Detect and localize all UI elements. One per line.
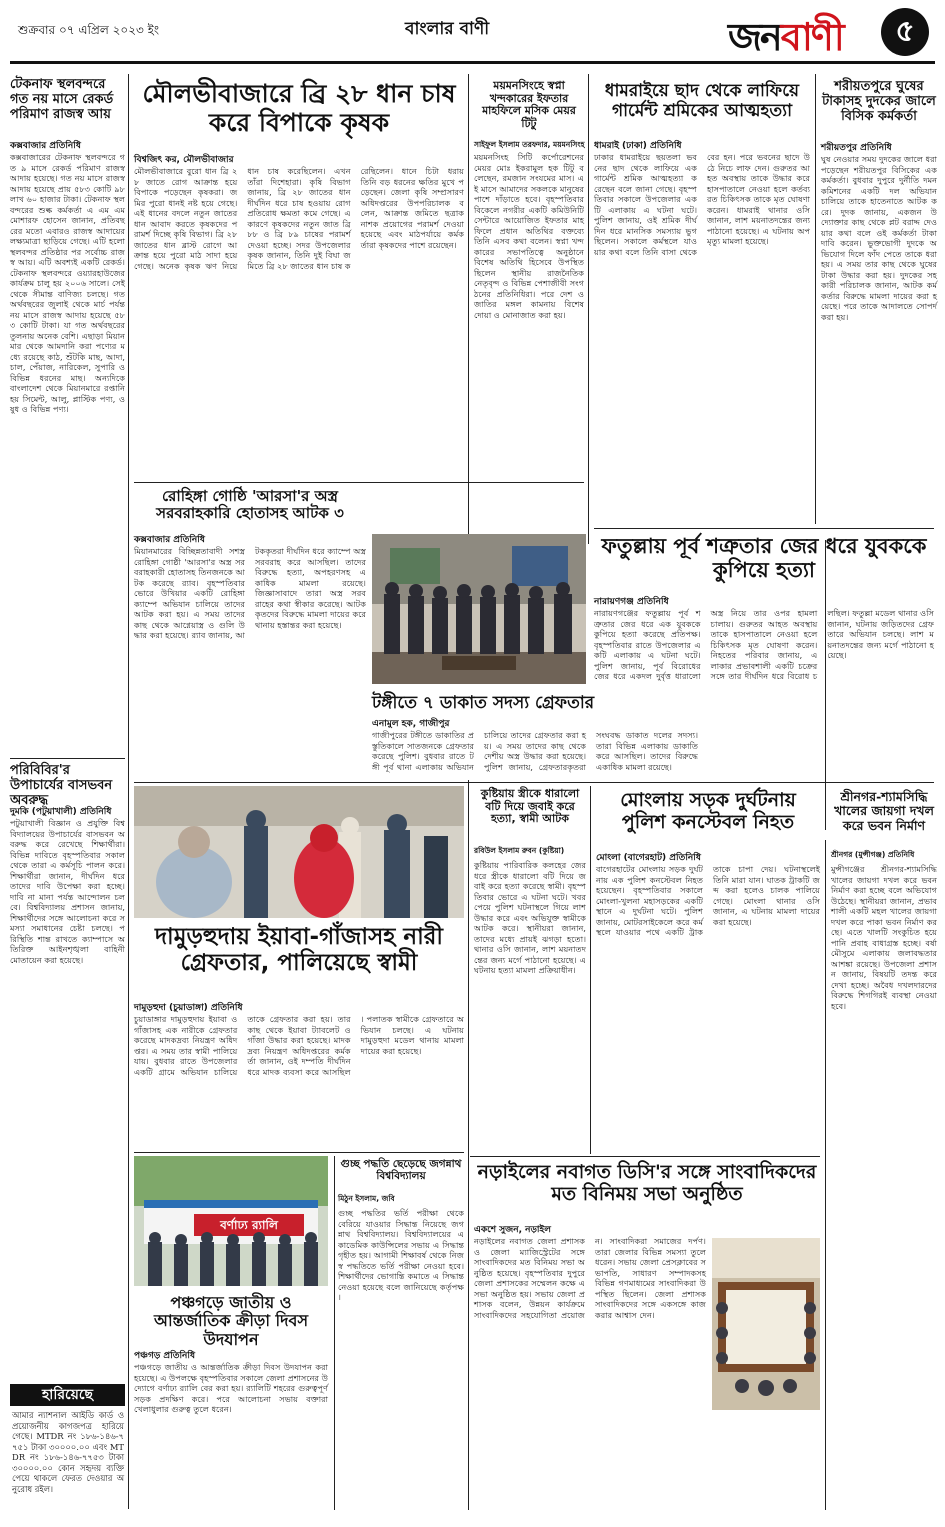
column-divider xyxy=(588,74,589,544)
body-mongla: বাগেরহাটের মোংলায় সড়ক দুর্ঘটনায় এক পুলিশ কনস্টেবল নিহত হয়েছেন। বৃহস্পতিবার সকালে মোংলা-খুলনা মহাসড়কের একটি স্থানে এ দুর্ঘটনা ঘটে। পুলিশ জানায়, মোটরসাইকেলে করে কর্মস্থলে যাওয়ার পথে একটি ট্রাক তাকে চাপা দেয়। ঘটনাস্থলেই তিনি মারা যান। ঘাতক ট্রাকটি জব্দ করা হলেও চালক পালিয়ে গেছে। মোংলা থানার ওসি জানান, এ ঘটনায় মামলা দায়ের করা হয়েছে। xyxy=(596,864,820,937)
byline-panchagarh: পঞ্চগড় প্রতিনিধি xyxy=(134,1351,196,1361)
headline-kushtia: কুষ্টিয়ায় স্ত্রীকে ধারালো বটি দিয়ে জবাই করে হত্যা, স্বামী আটক xyxy=(480,787,580,826)
divider xyxy=(134,782,934,783)
body-panchagarh: পঞ্চগড়ে জাতীয় ও আন্তর্জাতিক ক্রীড়া দিবস উদযাপন করা হয়েছে। এ উপলক্ষে বৃহস্পতিবার সকালে জেলা প্রশাসনের উদ্যোগে বর্ণাঢ্য র‌্যালি বের করা হয়। র‌্যালিটি শহরের গুরুত্বপূর্ণ সড়ক প্রদক্ষিণ করে। পরে আলোচনা সভায় বক্তারা খেলাধুলার গুরুত্ব তুলে ধরেন। xyxy=(134,1362,328,1414)
byline-narail: একশে সুজন, নড়াইল xyxy=(474,1225,551,1235)
rally-banner-text: বর্ণাঢ্য র‌্যালি xyxy=(220,1218,278,1232)
body-srinagar: মুন্সীগঞ্জের শ্রীনগর-শ্যামসিদ্ধি খালের জায়গা দখল করে ভবন নির্মাণ করা হচ্ছে বলে অভিযোগ উঠেছে। স্থানীয়রা জানান, প্রভাবশালী একটি মহল খালের জায়গা দখল করে পাকা ভবন নির্মাণ করছে। এতে খালটি সংকুচিত হয়ে পানি প্রবাহ বাধাগ্রস্ত হচ্ছে। বর্ষা মৌসুমে এলাকায় জলাবদ্ধতার আশঙ্কা রয়েছে। উপজেলা প্রশাসন জানায়, বিষয়টি তদন্ত করে দেখা হচ্ছে। অবৈধ দখলদারদের বিরুদ্ধে শিগগিরই ব্যবস্থা নেওয়া হবে। xyxy=(831,864,937,1011)
issue-date: শুক্রবার ০৭ এপ্রিল ২০২৩ ইং xyxy=(18,23,160,37)
body-fatullah: নারায়ণগঞ্জের ফতুল্লায় পূর্ব শত্রুতার জের ধরে এক যুবককে কুপিয়ে হত্যা করেছে প্রতিপক্ষ। বৃহস্পতিবার রাতে উপজেলার একটি এলাকায় এ ঘটনা ঘটে। পুলিশ জানায়, পূর্ব বিরোধের জের ধরে একদল দুর্বৃত্ত ধারালো অস্ত্র নিয়ে তার ওপর হামলা চালায়। গুরুতর আহত অবস্থায় তাকে হাসপাতালে নেওয়া হলে চিকিৎসক মৃত ঘোষণা করেন। নিহতের পরিবার জানায়, এলাকার প্রভাবশালী একটি চক্রের সঙ্গে তার দীর্ঘদিন ধরে বিরোধ চলছিল। ফতুল্লা মডেল থানার ওসি জানান, ঘটনায় জড়িতদের গ্রেফতারে অভিযান চলছে। লাশ ময়নাতদন্তের জন্য মর্গে পাঠানো হয়েছে। xyxy=(594,608,934,681)
column-divider xyxy=(468,1156,469,1510)
headline-srinagar: শ্রীনগর-শ্যামসিদ্ধি খালের জায়গা দখল করে ভবন নির্মাণ xyxy=(834,789,934,833)
byline-fatullah: নারায়ণগঞ্জ প্রতিনিধি xyxy=(594,597,669,607)
column-divider xyxy=(590,786,591,1154)
byline-damurhuda: দামুড়হুদা (চুয়াডাঙ্গা) প্রতিনিধি xyxy=(134,1003,243,1013)
section-title: বাংলার বাণী xyxy=(405,19,490,39)
body-shariatpur: ঘুষ নেওয়ার সময় দুদকের জালে ধরা পড়েছেন শরীয়তপুর বিসিকের এক কর্মকর্তা। বুধবার দুপুরে দুর্নীতি দমন কমিশনের একটি দল অভিযান চালিয়ে তাকে হাতেনাতে আটক করে। দুদক জানায়, একজন উদ্যোক্তার কাছ থেকে প্লট বরাদ্দ দেওয়ার কথা বলে ওই কর্মকর্তা টাকা দাবি করেন। ভুক্তভোগী দুদকে অভিযোগ দিলে ফাঁদ পেতে তাকে ধরা হয়। এ সময় তার কাছ থেকে ঘুষের টাকা উদ্ধার করা হয়। দুদকের সহকারী পরিচালক জানান, আটক কর্মকর্তার বিরুদ্ধে মামলা দায়ের করা হয়েছে। পরে তাকে আদালতে সোপর্দ করা হয়। xyxy=(821,154,937,322)
divider xyxy=(10,758,125,759)
body-dhamrai: ঢাকার ধামরাইয়ে ছয়তলা ভবনের ছাদ থেকে লাফিয়ে এক গার্মেন্ট শ্রমিক আত্মহত্যা করেছেন বলে জানা গেছে। বৃহস্পতিবার সকালে উপজেলার একটি এলাকায় এ ঘটনা ঘটে। পুলিশ জানায়, ওই শ্রমিক দীর্ঘদিন ধরে মানসিক সমস্যায় ভুগছিলেন। সকালে কর্মস্থলে যাওয়ার কথা বলে তিনি বাসা থেকে বের হন। পরে ভবনের ছাদে উঠে নিচে লাফ দেন। গুরুতর আহত অবস্থায় তাকে উদ্ধার করে হাসপাতালে নেওয়া হলে কর্তব্যরত চিকিৎসক তাকে মৃত ঘোষণা করেন। ধামরাই থানার ওসি জানান, লাশ ময়নাতদন্তের জন্য পাঠানো হয়েছে। এ ঘটনায় অপমৃত্যু মামলা হয়েছে। xyxy=(594,152,810,257)
page-number-badge: ৫ xyxy=(881,8,929,56)
column-divider xyxy=(468,74,469,544)
narail-meeting-photo xyxy=(712,1238,820,1410)
newspaper-logo: জনবাণী xyxy=(728,15,843,59)
panchagarh-rally-photo xyxy=(134,1156,328,1286)
body-paribibir: পটুয়াখালী বিজ্ঞান ও প্রযুক্তি বিশ্ববিদ্যালয়ের উপাচার্যের বাসভবন অবরুদ্ধ করে রেখেছে শিক্ষার্থীরা। বিভিন্ন দাবিতে বৃহস্পতিবার সকাল থেকে তারা এ কর্মসূচি পালন করে। শিক্ষার্থীরা জানান, দীর্ঘদিন ধরে তাদের দাবি উপেক্ষা করা হচ্ছে। দাবি না মানা পর্যন্ত আন্দোলন চলবে। বিশ্ববিদ্যালয় প্রশাসন জানায়, শিক্ষার্থীদের সঙ্গে আলোচনা করে সমস্যা সমাধানের চেষ্টা চলছে। পরিস্থিতি শান্ত রাখতে ক্যাম্পাসে অতিরিক্ত আইনশৃঙ্খলা বাহিনী মোতায়েন করা হয়েছে। xyxy=(10,818,125,965)
column-divider xyxy=(128,74,129,1509)
lost-notice-body: আমার ন্যাশনাল আইডি কার্ড ও প্রয়োজনীয় কাগজপত্র হারিয়ে গেছে। MTDR নং ১৮৬-১৪৬-৭৭৫১ টাকা ৩০০০০.০০ এবং MTDR নং ১৮৬-১৪৬-৭৭৫৩ টাকা ৩০০০০.০০ কোন সহৃদয় ব্যক্তি পেয়ে থাকলে ফেরত দেওয়ার অনুরোধ রইল। xyxy=(12,1410,124,1494)
byline-srinagar: শ্রীনগর (মুন্সীগঞ্জ) প্রতিনিধি xyxy=(831,850,915,859)
byline-mymensingh: সাইফুল ইসলাম তরফদার, ময়মনসিংহ xyxy=(474,140,585,149)
headline-mongla: মোংলায় সড়ক দুর্ঘটনায় পুলিশ কনস্টেবল নিহত xyxy=(620,789,796,833)
divider xyxy=(134,1152,464,1153)
headline-narail: নড়াইলের নবাগত ডিসি'র সঙ্গে সাংবাদিকদের মত বিনিময় সভা অনুষ্ঠিত xyxy=(477,1161,817,1205)
divider xyxy=(470,1156,820,1157)
headline-paribibir: পরিবিবির'র উপাচার্যের বাসভবন অবরুদ্ধ xyxy=(10,763,113,808)
body-moulvibazar: মৌলভীবাজারে বুরো ধান ব্রি ২৮ জাতে রোগ আক্রান্ত হয়ে বিপাকে পড়েছেন কৃষকরা। জমির পুরো ধানই নষ্ট হয়ে গেছে। এই ধানের বদলে নতুন জাতের ধান আবাদ করতে কৃষকদের পরামর্শ দিচ্ছে কৃষি বিভাগ। ব্রি ২৮ জাতের ধান ব্লাস্ট রোগে আক্রান্ত হয়ে পুরো মাঠ সাদা হয়ে গেছে। অনেক কৃষক ঋণ নিয়ে ধান চাষ করেছিলেন। এখন তাঁরা দিশেহারা। কৃষি বিভাগ জানায়, ব্রি ২৮ জাতের ধান দীর্ঘদিন ধরে চাষ হওয়ায় রোগ প্রতিরোধ ক্ষমতা কমে গেছে। এ কারণে কৃষকদের নতুন জাত ব্রি ৮৮ ও ব্রি ৮৯ চাষের পরামর্শ দেওয়া হচ্ছে। সদর উপজেলার কৃষক জানান, তিনি দুই বিঘা জমিতে ব্রি ২৮ জাতের ধান চাষ করেছিলেন। ধানে চিটা ধরায় তিনি বড় ধরনের ক্ষতির মুখে পড়েছেন। জেলা কৃষি সম্প্রসারণ অধিদপ্তরের উপপরিচালক বলেন, আক্রান্ত জমিতে ছত্রাকনাশক প্রয়োগের পরামর্শ দেওয়া হয়েছে এবং মাঠপর্যায়ে কর্মকর্তারা কৃষকদের পাশে রয়েছেন। xyxy=(134,166,464,271)
body-damurhuda: চুয়াডাঙ্গার দামুড়হুদায় ইয়াবা ও গাঁজাসহ এক নারীকে গ্রেফতার করেছে মাদকদ্রব্য নিয়ন্ত্রণ অধিদপ্তর। এ সময় তার স্বামী পালিয়ে যায়। বুধবার রাতে উপজেলার একটি গ্রামে অভিযান চালিয়ে তাকে গ্রেফতার করা হয়। তার কাছ থেকে ইয়াবা ট্যাবলেট ও গাঁজা উদ্ধার করা হয়েছে। মাদকদ্রব্য নিয়ন্ত্রণ অধিদপ্তরের কর্মকর্তা জানান, ওই দম্পতি দীর্ঘদিন ধরে মাদক ব্যবসা করে আসছিল। পলাতক স্বামীকে গ্রেফতারে অভিযান চলছে। এ ঘটনায় দামুড়হুদা মডেল থানায় মামলা দায়ের করা হয়েছে। xyxy=(134,1014,464,1077)
byline-teknaf: কক্সবাজার প্রতিনিধি xyxy=(10,141,81,151)
body-mymensingh: ময়মনসিংহ সিটি কর্পোরেশনের মেয়র মোঃ ইকরামুল হক টিটু বলেছেন, রমজান সংযমের মাস। এই মাসে আমাদের সকলকে মানুষের পাশে দাঁড়াতে হবে। বৃহস্পতিবার বিকেলে নগরীর একটি কমিউনিটি সেন্টারে আয়োজিত ইফতার মাহফিলে প্রধান অতিথির বক্তব্যে তিনি এসব কথা বলেন। স্বপ্না খন্দকারের সভাপতিত্বে অনুষ্ঠানে বিশেষ অতিথি হিসেবে উপস্থিত ছিলেন স্থানীয় রাজনৈতিক নেতৃবৃন্দ ও বিভিন্ন পেশাজীবী সংগঠনের প্রতিনিধিরা। পরে দেশ ও জাতির মঙ্গল কামনায় বিশেষ দোয়া ও মোনাজাত করা হয়। xyxy=(474,152,584,320)
headline-panchagarh: পঞ্চগড়ে জাতীয় ও আন্তর্জাতিক ক্রীড়া দিবস উদযাপন xyxy=(153,1293,309,1349)
column-divider xyxy=(815,74,816,524)
byline-paribibir: দুমকি (পটুয়াখালী) প্রতিনিধি xyxy=(10,807,112,817)
lost-notice-title: হারিয়েছে xyxy=(10,1384,125,1406)
divider xyxy=(134,482,584,483)
tongi-suspects-photo xyxy=(372,534,586,684)
byline-rohingya: কক্সবাজার প্রতিনিধি xyxy=(134,535,205,545)
headline-dhamrai: ধামরাইয়ে ছাদ থেকে লাফিয়ে গার্মেন্ট শ্রমিকের আত্মহত্যা xyxy=(604,81,800,121)
divider xyxy=(594,528,934,529)
body-jagannath: গুচ্ছ পদ্ধতির ভর্তি পরীক্ষা থেকে বেরিয়ে যাওয়ার সিদ্ধান্ত নিয়েছে জগন্নাথ বিশ্ববিদ্যালয়। বিশ্ববিদ্যালয়ের একাডেমিক কাউন্সিলের সভায় এ সিদ্ধান্ত গৃহীত হয়। আগামী শিক্ষাবর্ষ থেকে নিজস্ব পদ্ধতিতে ভর্তি পরীক্ষা নেওয়া হবে। শিক্ষার্থীদের ভোগান্তি কমাতে এ সিদ্ধান্ত নেওয়া হয়েছে বলে জানিয়েছে কর্তৃপক্ষ। xyxy=(338,1208,464,1302)
byline-moulvibazar: বিশ্বজিৎ কর, মৌলভীবাজার xyxy=(134,155,234,165)
body-rohingya: মিয়ানমারের বিচ্ছিন্নতাবাদী সশস্ত্র রোহিঙ্গা গোষ্ঠী 'আরসা'র অস্ত্র সরবরাহকারী হোতাসহ তিনজনকে আটক করেছে র‌্যাব। বৃহস্পতিবার ভোরে উখিয়ার একটি রোহিঙ্গা ক্যাম্পে অভিযান চালিয়ে তাদের আটক করা হয়। এ সময় তাদের কাছ থেকে আগ্নেয়াস্ত্র ও গুলি উদ্ধার করা হয়েছে। র‌্যাব জানায়, আটককৃতরা দীর্ঘদিন ধরে ক্যাম্পে অস্ত্র সরবরাহ করে আসছিল। তাদের বিরুদ্ধে হত্যা, অপহরণসহ একাধিক মামলা রয়েছে। জিজ্ঞাসাবাদে তারা অস্ত্র সরবরাহের কথা স্বীকার করেছে। আটককৃতদের বিরুদ্ধে মামলা দায়ের করে থানায় হস্তান্তর করা হয়েছে। xyxy=(134,546,366,640)
headline-mymensingh: ময়মনসিংহে স্বপ্না খন্দকারের ইফতার মাহফিলে মসিক মেয়র টিটু xyxy=(482,79,576,130)
headline-jagannath: গুচ্ছ পদ্ধতি ছেড়েছে জগন্নাথ বিশ্ববিদ্যালয় xyxy=(340,1158,462,1183)
byline-tongi: এনামুল হক, গাজীপুর xyxy=(372,719,450,729)
column-divider xyxy=(825,840,826,1510)
byline-shariatpur: শরীয়তপুর প্রতিনিধি xyxy=(821,143,892,153)
damurhuda-arrest-photo xyxy=(134,786,464,918)
headline-moulvibazar: মৌলভীবাজারে ব্রি ২৮ ধান চাষ করে বিপাকে কৃষক xyxy=(142,79,456,137)
column-divider xyxy=(334,1156,335,1510)
body-narail: নড়াইলের নবাগত জেলা প্রশাসক ও জেলা ম্যাজিস্ট্রেটের সঙ্গে সাংবাদিকদের মত বিনিময় সভা অনুষ্ঠিত হয়েছে। বৃহস্পতিবার দুপুরে জেলা প্রশাসকের সম্মেলন কক্ষে এ সভা অনুষ্ঠিত হয়। সভায় জেলা প্রশাসক বলেন, উন্নয়ন কার্যক্রমে সাংবাদিকদের সহযোগিতা প্রয়োজন। সাংবাদিকরা সমাজের দর্পণ। তারা জেলার বিভিন্ন সমস্যা তুলে ধরেন। সভায় জেলা প্রেসক্লাবের সভাপতি, সাধারণ সম্পাদকসহ বিভিন্ন গণমাধ্যমের সাংবাদিকরা উপস্থিত ছিলেন। জেলা প্রশাসক সাংবাদিকদের সঙ্গে একসঙ্গে কাজ করার আশ্বাস দেন। xyxy=(474,1236,706,1320)
tongi-headline: টঙ্গীতে ৭ ডাকাত সদস্য গ্রেফতার xyxy=(372,693,595,713)
headline-teknaf: টেকনাফ স্থলবন্দরে গত নয় মাসে রেকর্ড পরিমাণ রাজস্ব আয় xyxy=(10,77,114,122)
body-tongi: গাজীপুরের টঙ্গীতে ডাকাতির প্রস্তুতিকালে সাতজনকে গ্রেফতার করেছে পুলিশ। বুধবার রাতে টঙ্গী পূর্ব থানা এলাকায় অভিযান চালিয়ে তাদের গ্রেফতার করা হয়। এ সময় তাদের কাছ থেকে দেশীয় অস্ত্র উদ্ধার করা হয়েছে। পুলিশ জানায়, গ্রেফতারকৃতরা সংঘবদ্ধ ডাকাত দলের সদস্য। তারা বিভিন্ন এলাকায় ডাকাতি করে আসছিল। তাদের বিরুদ্ধে একাধিক মামলা রয়েছে। xyxy=(372,730,698,772)
masthead xyxy=(10,4,935,64)
headline-shariatpur: শরীয়তপুরে ঘুষের টাকাসহ দুদকের জালে বিসিক কর্মকর্তা xyxy=(822,79,936,124)
byline-mongla: মোংলা (বাগেরহাট) প্রতিনিধি xyxy=(596,853,701,863)
byline-jagannath: মিঠুন ইসলাম, জবি xyxy=(338,1194,395,1203)
headline-rohingya: রোহিঙ্গা গোষ্ঠি 'আরসা'র অস্ত্র সরবরাহকারি হোতাসহ আটক ৩ xyxy=(156,487,344,523)
byline-kushtia: রবিউল ইসলাম রুবন (কুষ্টিয়া) xyxy=(474,846,565,855)
byline-dhamrai: ধামরাই (ঢাকা) প্রতিনিধি xyxy=(594,141,682,151)
column-divider xyxy=(468,780,469,1160)
headline-damurhuda: দামুড়হুদায় ইয়াবা-গাঁজাসহ নারী গ্রেফতার, পালিয়েছে স্বামী xyxy=(154,924,444,977)
body-kushtia: কুষ্টিয়ায় পারিবারিক কলহের জের ধরে স্ত্রীকে ধারালো বটি দিয়ে জবাই করে হত্যা করেছে স্বামী। বৃহস্পতিবার ভোরে এ ঘটনা ঘটে। খবর পেয়ে পুলিশ ঘটনাস্থলে গিয়ে লাশ উদ্ধার করে এবং অভিযুক্ত স্বামীকে আটক করে। স্থানীয়রা জানান, তাদের মধ্যে প্রায়ই ঝগড়া হতো। থানার ওসি জানান, লাশ ময়নাতদন্তের জন্য মর্গে পাঠানো হয়েছে। এ ঘটনায় হত্যা মামলা প্রক্রিয়াধীন। xyxy=(474,860,586,975)
headline-fatullah: ফতুল্লায় পূর্ব শত্রুতার জের ধরে যুবককে কুপিয়ে হত্যা xyxy=(601,534,927,583)
body-teknaf: কক্সবাজারের টেকনাফ স্থলবন্দরে গত ৯ মাসে রেকর্ড পরিমাণ রাজস্ব আদায় হয়েছে। গত নয় মাসে রাজস্ব আদায় হয়েছে প্রায় ৫৮৩ কোটি ৯৮ লাখ ৬০ হাজার টাকা। টেকনাফ স্থলবন্দরের শুল্ক কর্মকর্তা এ এম এম মোশারফ হোসেন জানান, প্রতিবছরের মতো এবারও রাজস্ব আদায়ের লক্ষ্যমাত্রা ছাড়িয়ে গেছে। এটি হলো স্থলবন্দর প্রতিষ্ঠার পর সর্বোচ্চ রাজস্ব আয়। এটি অবশ্যই একটি রেকর্ড। টেকনাফ স্থলবন্দরে ওয়্যারহাউজের কার্যক্রম চালু হয় ২০০৬ সালে। সেই থেকে সীমান্ত বাণিজ্য চলছে। গত অর্থবছরের জুলাই থেকে মার্চ পর্যন্ত নয় মাসে রাজস্ব আদায় হয়েছে ৫৮৩ কোটি টাকা। যা গত অর্থবছরের তুলনায় অনেক বেশি। এছাড়া মিয়ানমার থেকে আমদানি করা পণ্যের মধ্যে রয়েছে কাঠ, শুঁটকি মাছ, আদা, চাল, পেঁয়াজ, নারিকেল, সুপারি ও বিভিন্ন ধরনের মাছ। অন্যদিকে বাংলাদেশ থেকে মিয়ানমারে রপ্তানি হয় সিমেন্ট, আলু, প্লাস্টিক পণ্য, ওষুধ ও বিভিন্ন পণ্য। xyxy=(10,152,125,414)
